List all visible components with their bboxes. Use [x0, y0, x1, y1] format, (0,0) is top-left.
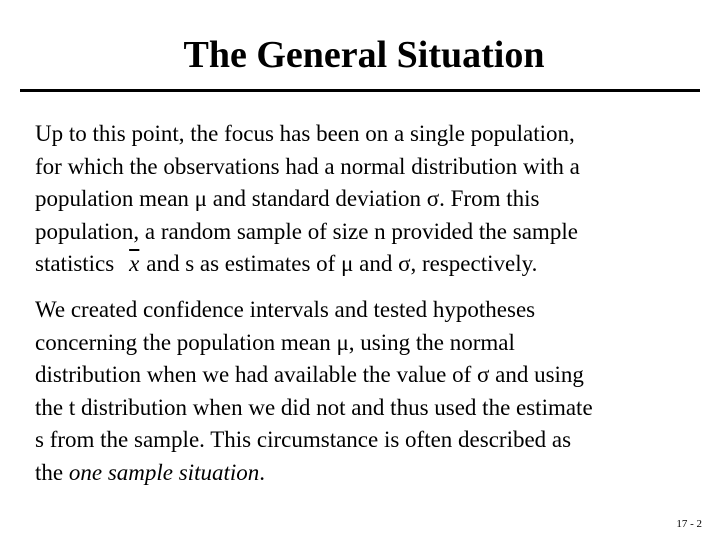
paragraph2-line6 [35, 457, 700, 490]
title-divider [20, 89, 700, 92]
statistics-word: statistics [35, 251, 115, 277]
paragraph1-line4: population, a random sample of size n provided the sample [35, 218, 578, 244]
line6-period: . [259, 459, 265, 485]
paragraph1-line1: Up to this point, the focus has been on a single population, [35, 121, 575, 146]
one-sample-situation-emphasis: one sample situation [68, 459, 260, 485]
paragraph1-line5 [35, 248, 700, 281]
x-bar-symbol: $\overline{x}$ [129, 251, 140, 277]
slide-title: The General Situation [183, 34, 545, 76]
paragraph1-line3: population mean μ and standard deviation σ. From this [35, 186, 540, 212]
line6-lead: the [35, 459, 69, 485]
paragraph-one-sample-background [35, 118, 700, 281]
paragraph2-line1: We created confidence intervals and tested hypotheses [35, 297, 536, 322]
slide-number: 17 - 2 [676, 518, 702, 530]
paragraph-confidence-intervals [35, 294, 700, 490]
paragraph2-line5: s from the sample. This circumstance is often described as [35, 427, 572, 453]
estimates-text: and s as estimates of μ and σ, respectively. [146, 251, 538, 277]
paragraph2-line4: the t distribution when we did not and thus used the estimate [35, 394, 593, 420]
paragraph1-line2: for which the observations had a normal distribution with a [35, 153, 580, 179]
paragraph2-line2: concerning the population mean μ, using the normal [35, 329, 515, 355]
paragraph2-line3: distribution when we had available the value of σ and using [35, 362, 584, 388]
